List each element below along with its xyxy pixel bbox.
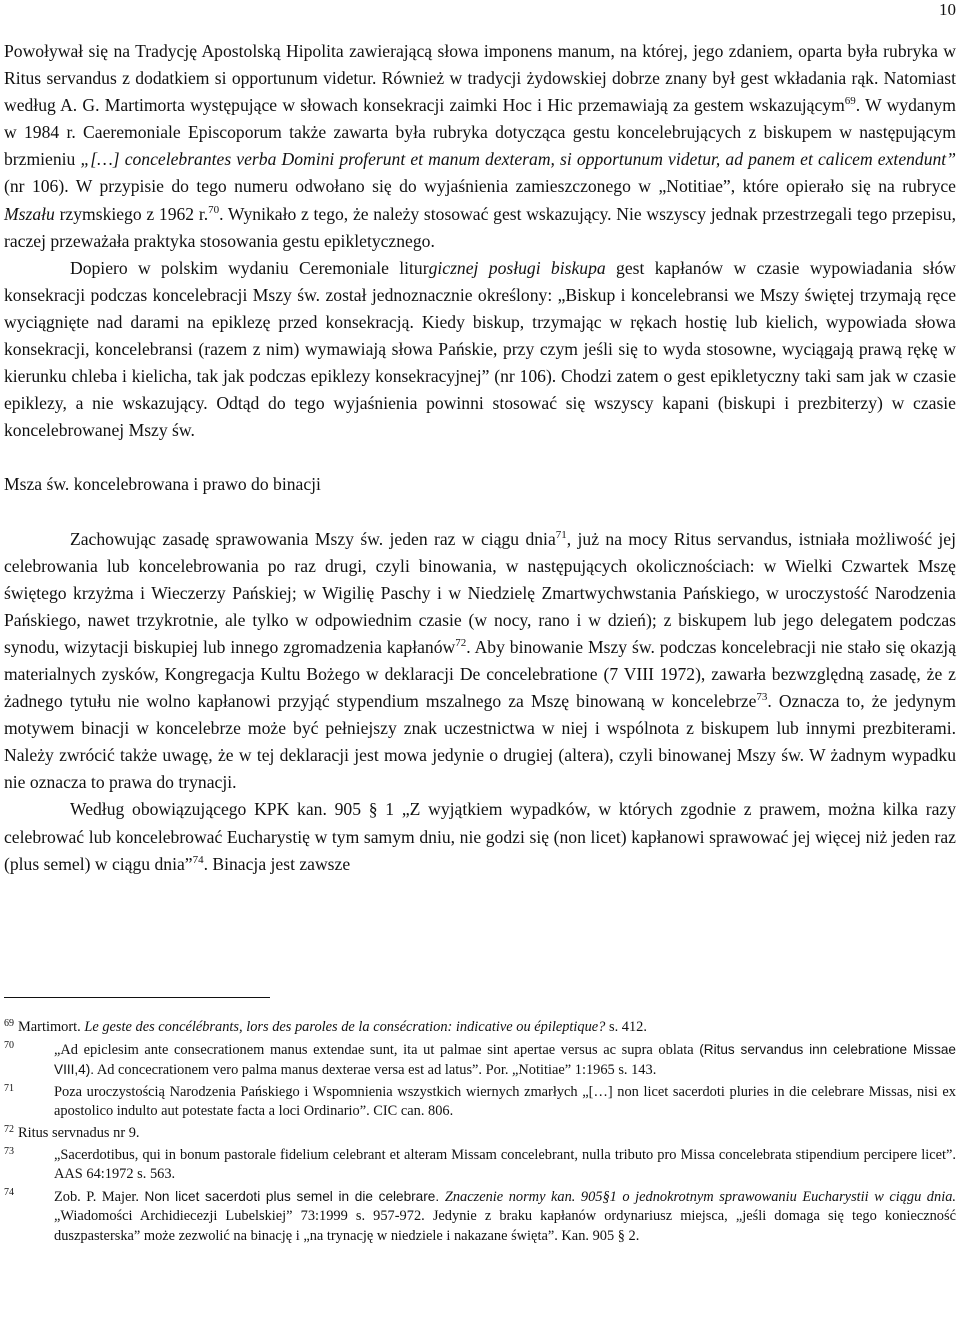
footnotes xyxy=(4,1018,956,1249)
footnote-ref-71[interactable]: 71 xyxy=(555,528,567,541)
p3-text-4: . Oznacza to, że jedynym motywem binacji w koncelebrze może być pełniejszy znak uczestnictwa w niej i wspólnota z biskupem lub innymi prezbiterami. Należy zwrócić także uwagę, że w tej deklaracji jest mowa jedynie o drugiej (altera), czyli binowanej Mszy św. W żadnym wypadku nie oznacza to prawa do trynacji. xyxy=(4,691,956,793)
footnote-ref-69[interactable]: 69 xyxy=(844,95,856,108)
footnote-title: Le geste des concélébrants, lors des paroles de la consécration: indicative ou épileptique? xyxy=(84,1019,606,1035)
p1-text-1: Powoływał się na Tradycję Apostolską Hipolita zawierającą słowa imponens manum, na której, jego zdaniem, oparta była rubryka w Ritus servandus z dodatkiem si opportunum videtur. Również w tradycji żydowskiej dobrze znany był gest wkładania rąk. Natomiast według A. G. Martimorta występujące w słowach konsekracji zaimki Hoc i Hic przemawiają za gestem wskazującym xyxy=(4,41,956,116)
footnote-number: 73 xyxy=(4,1145,14,1157)
footnote-number: 74 xyxy=(4,1186,14,1198)
main-text xyxy=(4,38,956,878)
p4-text-2: . Binacja jest zawsze xyxy=(203,853,351,874)
footnote-number: 69 xyxy=(4,1018,14,1029)
footnote-text: Zob. P. Majer. xyxy=(54,1188,145,1205)
footnote-text: Ritus servnadus nr 9. xyxy=(18,1124,140,1141)
p2-text-1: Dopiero w polskim wydaniu Ceremoniale litur xyxy=(70,257,429,278)
page-number: 10 xyxy=(939,0,956,19)
footnote-ref-72[interactable]: 72 xyxy=(455,636,467,649)
footnote-ref-74[interactable]: 74 xyxy=(192,853,204,866)
p1-text-5: . Wynikało z tego, że należy stosować gest wskazujący. Nie wszyscy jednak przestrzegali tego przepisu, raczej przeważała praktyka stosowania gestu epikletycznego. xyxy=(4,203,956,251)
footnote-title: Non licet sacerdoti plus semel in die celebrare. xyxy=(144,1188,445,1204)
p2-italic: gicznej posługi biskupa xyxy=(428,257,606,278)
p1-quote: „[…] concelebrantes verba Domini proferunt et manum dexteram, si opportunum videtur, ad panem et calicem extendunt” xyxy=(80,149,956,170)
p1-text-2: . W wydanym w 1984 r. Caeremoniale Episcoporum także zawarta była rubryka dotycząca gestu koncelebrujących z biskupem w następującym brzmieniu xyxy=(4,95,956,170)
p3-text-3: . Aby binowanie Mszy św. podczas koncelebracji nie stało się okazją materialnych zysków, Kongregacja Kultu Bożego w deklaracji De concelebratione (7 VIII 1972), zawarła bezwzględną zasadę, że z żadnego tytułu nie wolno kapłanowi przyjąć stypendium mszalnego za Mszę binowaną w koncelebrze xyxy=(4,636,956,712)
p2-text-2: gest kapłanów w czasie wypowiadania słów konsekracji podczas koncelebracji Mszy św. został jednoznacznie określony: „Biskup i koncelebransi we Mszy świętej trzymają ręce wyciągnięte nad darami na epiklezę przed konsekracją. Kiedy biskup, trzymając w rękach hostię lub kielich, wypowiada słowa konsekracji, koncelebransi (razem z nim) wymawiają słowa Pańskie, przy czym jeśli się to wyda stosowne, wyciągają prawą rękę w kierunku chleba i kielicha, tak jak podczas epiklezy konsekracyjnej” (nr 106). Chodzi zatem o gest epikletyczny taki sam jak w czasie epiklezy, a nie wskazujący. Odtąd do tego wyjaśnienia powinni stosować się wszyscy kapani (biskupi i prezbiterzy) w czasie koncelebrowanej Mszy św. xyxy=(4,257,956,441)
paragraph-1 xyxy=(4,38,956,255)
p1-mszalu: Mszału xyxy=(4,203,55,224)
footnote-number: 70 xyxy=(4,1039,14,1051)
paragraph-2 xyxy=(4,255,956,445)
footnote-source: (Ritus servandus inn celebratione Missae VIII,4). xyxy=(54,1041,956,1078)
p3-text-1: Zachowując zasadę sprawowania Mszy św. jeden raz w ciągu dnia xyxy=(70,528,556,549)
footnote-71 xyxy=(4,1083,956,1122)
footnote-74 xyxy=(4,1187,956,1247)
footnote-number: 71 xyxy=(4,1082,14,1094)
footnote-separator xyxy=(4,997,270,998)
p1-text-3: (nr 106). W przypisie do tego numeru odwołano się do wyjaśnienia zamieszczonego w „Notitiae”, które opierało się na rubryce xyxy=(4,176,956,197)
footnote-text: Ad concecrationem vero palma manus dexterae versa est ad latus”. Por. „Notitiae” 1:1965 s. 143. xyxy=(94,1062,657,1079)
paragraph-3 xyxy=(4,526,956,797)
footnote-ref-70[interactable]: 70 xyxy=(208,203,220,216)
footnote-subtitle: Znaczenie normy kan. 905§1 o jednokrotnym sprawowaniu Eucharystii w ciągu dnia. xyxy=(444,1188,956,1205)
footnote-text: Martimort. xyxy=(18,1019,85,1035)
footnote-text: s. 412. xyxy=(605,1019,647,1035)
footnote-text: „Wiadomości Archidiecezji Lubelskiej” 73:1999 s. 957-972. Jedynie z braku kapłanów ordynariusz miejsca, „jeśli domaga się tego konieczność duszpasterska” może zezwolić na binację i „na trynację w niedziele i nakazane święta”. Kan. 905 § 2. xyxy=(54,1208,956,1244)
footnote-text: „Ad epiclesim ante consecrationem manus extendae sunt, ita ut palmae sint apertae versus ac supra oblata xyxy=(54,1041,700,1058)
section-heading: Msza św. koncelebrowana i prawo do binacji xyxy=(4,474,321,495)
footnote-text: „Sacerdotibus, qui in bonum pastorale fidelium celebrant et alteram Missam concelebrant, nulla tributo pro Missa concelebrata stipendium percipere licet”. AAS 64:1972 s. 563. xyxy=(54,1146,956,1183)
footnote-70 xyxy=(4,1040,956,1081)
p1-text-4: rzymskiego z 1962 r. xyxy=(54,203,209,224)
footnote-number: 72 xyxy=(4,1123,14,1135)
paragraph-4 xyxy=(4,796,956,877)
footnote-73 xyxy=(4,1146,956,1185)
footnote-ref-73[interactable]: 73 xyxy=(756,691,768,704)
footnote-69 xyxy=(4,1018,956,1038)
p4-text-1: Według obowiązującego KPK kan. 905 § 1 „Z wyjątkiem wypadków, w których zgodnie z prawem, można kilka razy celebrować lub koncelebrować Eucharystię w tym samym dniu, nie godzi się (non licet) kapłanowi sprawować jej więcej niż jeden raz (plus semel) w ciągu dnia” xyxy=(4,799,956,874)
footnote-72 xyxy=(4,1124,956,1144)
p3-text-2: , już na mocy Ritus servandus, istniała możliwość jej celebrowania lub koncelebrowania po raz drugi, czyli binowania, w następujących okolicznościach: w Wielki Czwartek Mszę świętego krzyżma i Wieczerzy Pańskiej; w Wigilię Paschy i w Niedzielę Zmartwychwstania Pańskiego, w uroczystość Narodzenia Pańskiego, nawet trzykrotnie, ale tylko w odpowiednim czasie (w nocy, rano i w dzień); z biskupem lub jego delegatem podczas synodu, wizytacji biskupiej lub innego zgromadzenia kapłanów xyxy=(4,528,956,657)
footnote-text: Poza uroczystością Narodzenia Pańskiego i Wspomnienia wszystkich wiernych zmarłych „[…] non licet sacerdoti pluries in die celebrare Missas, nisi ex apostolico indulto aut potestate facta a loci Ordinario”. CIC can. 806. xyxy=(54,1083,956,1120)
